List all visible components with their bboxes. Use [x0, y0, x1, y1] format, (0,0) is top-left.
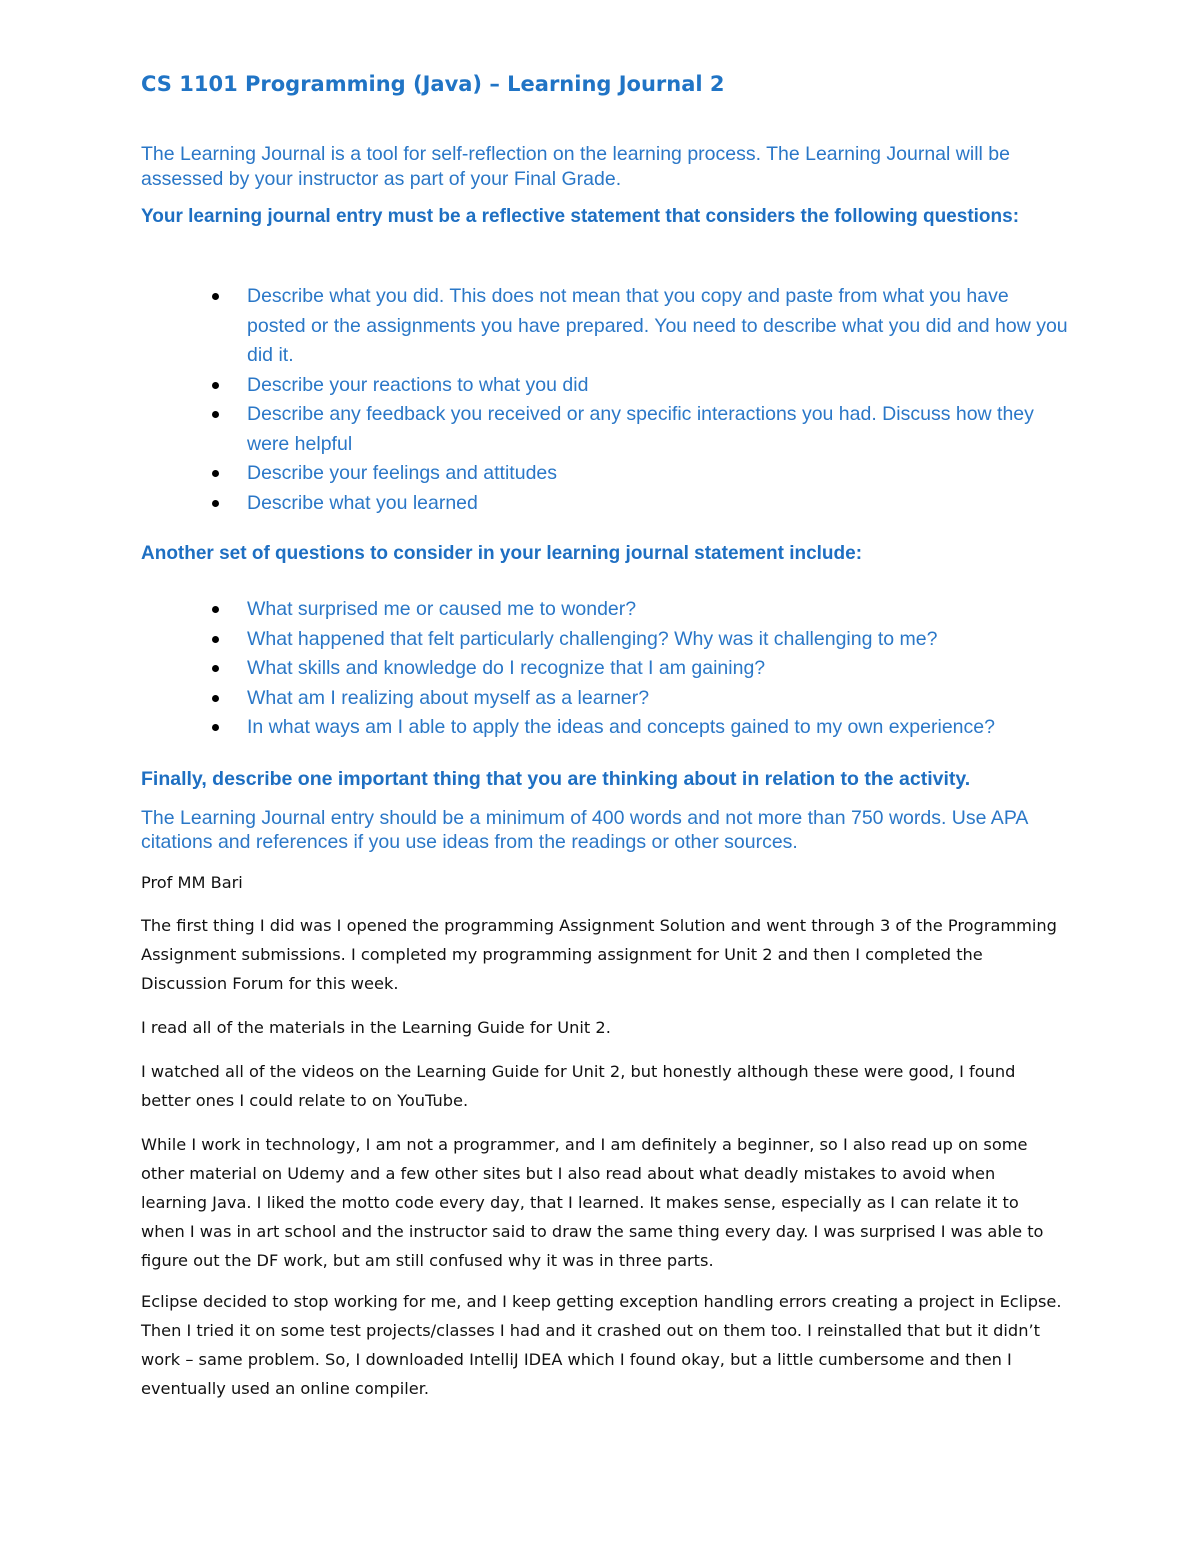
intro-paragraph: The Learning Journal is a tool for self-reflection on the learning process. The Learning Journal will be assessed by your instructor as part of your Final Grade. [141, 143, 1010, 190]
list-item [141, 371, 1071, 401]
journal-paragraph-2: I read all of the materials in the Learning Guide for Unit 2. [141, 1018, 611, 1037]
list-item [141, 625, 1071, 655]
bullet-text: What skills and knowledge do I recognize that I am gaining? [247, 657, 766, 679]
word-limit-paragraph: The Learning Journal entry should be a minimum of 400 words and not more than 750 words. Use APA citations and references if you use ideas from the readings or other sources. [141, 807, 1028, 853]
page-title: CS 1101 Programming (Java) – Learning Journal 2 [141, 72, 725, 96]
bullet-icon [212, 606, 219, 613]
bullet-icon [212, 665, 219, 672]
bullet-icon [212, 411, 219, 418]
list-item [141, 713, 1071, 743]
bullet-text: Describe your feelings and attitudes [247, 462, 558, 484]
bullet-text: What am I realizing about myself as a learner? [247, 686, 650, 709]
bullet-icon [212, 470, 219, 477]
section1-heading: Your learning journal entry must be a reflective statement that considers the following questions: [141, 206, 1020, 227]
bullet-text: In what ways am I able to apply the ideas and concepts gained to my own experience? [247, 716, 995, 738]
section2-heading: Another set of questions to consider in your learning journal statement include: [141, 543, 863, 564]
bullet-text: Describe your reactions to what you did [247, 373, 589, 396]
bullet-icon [212, 695, 219, 702]
bullet-icon [212, 293, 219, 300]
bullet-icon [212, 500, 219, 507]
section2-bullet-list [141, 595, 1071, 743]
journal-paragraph-1: The first thing I did was I opened the programming Assignment Solution and went through 3 of the Programming Assignment submissions. I completed my programming assignment for Unit 2 and then I completed the Discussion Forum for this week. [141, 916, 1057, 993]
bullet-icon [212, 724, 219, 731]
list-item [141, 489, 1071, 519]
professor-name: Prof MM Bari [141, 873, 243, 892]
bullet-text: Describe what you did. This does not mean that you copy and paste from what you have posted or the assignments you have prepared. You need to describe what you did and how you did it. [247, 285, 1068, 366]
bullet-text: Describe any feedback you received or any specific interactions you had. Discuss how they were helpful [247, 403, 1034, 455]
bullet-text: What happened that felt particularly challenging? Why was it challenging to me? [247, 627, 938, 650]
list-item [141, 684, 1071, 714]
bullet-icon [212, 382, 219, 389]
list-item [141, 595, 1071, 625]
journal-paragraph-3: I watched all of the videos on the Learning Guide for Unit 2, but honestly although these were good, I found better ones I could relate to on YouTube. [141, 1062, 1016, 1110]
bullet-text: What surprised me or caused me to wonder? [247, 598, 637, 620]
section1-bullet-list [141, 282, 1071, 518]
list-item [141, 400, 1071, 459]
bullet-text: Describe what you learned [247, 491, 478, 514]
bullet-icon [212, 636, 219, 643]
list-item [141, 282, 1071, 371]
list-item [141, 654, 1071, 684]
final-heading: Finally, describe one important thing that you are thinking about in relation to the activity. [141, 768, 971, 790]
journal-paragraph-5: Eclipse decided to stop working for me, and I keep getting exception handling errors creating a project in Eclipse. Then I tried it on some test projects/classes I had and it crashed out on them too. I reinstalled that but it didn’t work – same problem. So, I downloaded IntelliJ IDEA which I found okay, but a little cumbersome and then I eventually used an online compiler. [141, 1292, 1062, 1398]
list-item [141, 459, 1071, 489]
journal-paragraph-4: While I work in technology, I am not a programmer, and I am definitely a beginner, so I also read up on some other material on Udemy and a few other sites but I also read about what deadly mistakes to avoid when learning Java. I liked the motto code every day, that I learned. It makes sense, especially as I can relate it to when I was in art school and the instructor said to draw the same thing every day. I was surprised I was able to figure out the DF work, but am still confused why it was in three parts. [141, 1135, 1044, 1270]
